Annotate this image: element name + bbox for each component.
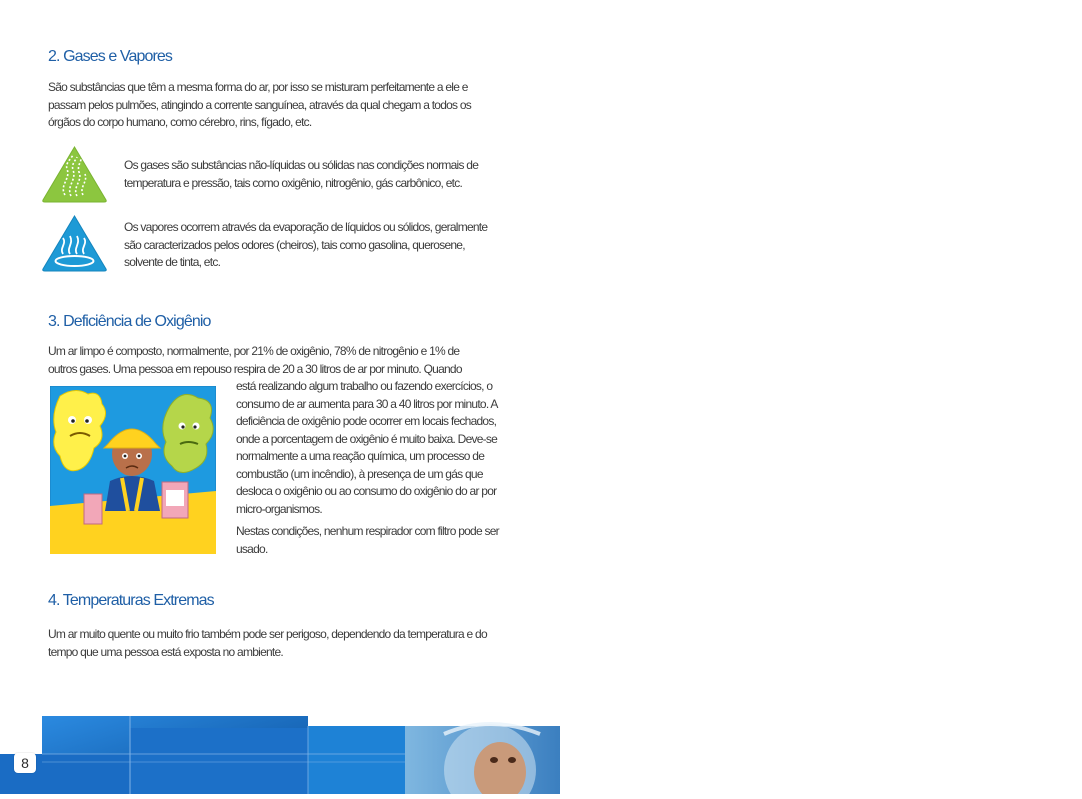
section-3-paragraph-side: está realizando algum trabalho ou fazendo exercícios, o consumo de ar aumenta para 30 a 40 litros por minuto. A deficiência de oxigênio pode ocorrer em locais fechados, onde a porcentagem de oxigênio é muito baixa. Deve-se normalmente a uma reação química, um processo de combustão (um incêndio), à presença de um gás que desloca o oxigênio ou ao consumo do oxigênio do ar por micro-organismos. bbox=[236, 379, 498, 516]
section-3-paragraph-top: Um ar limpo é composto, normalmente, por 21% de oxigênio, 78% de nitrogênio e 1% de outros gases. Uma pessoa em repouso respira de 20 a 30 litros de ar por minuto. Quando bbox=[48, 344, 462, 376]
section-4-text: Um ar muito quente ou muito frio também pode ser perigoso, dependendo da temperatura e do tempo que uma pessoa está exposta no ambiente. bbox=[48, 627, 487, 659]
page-number: 8 bbox=[14, 753, 36, 773]
oxygen-deficiency-illustration bbox=[50, 386, 216, 554]
vapors-description: Os vapores ocorrem através da evaporação de líquidos ou sólidos, geralmente são caracterizados pelos odores (cheiros), tais como gasolina, querosene, solvente de tinta, etc. bbox=[124, 220, 488, 269]
footer-banner bbox=[0, 714, 560, 794]
section-3-title: 3. Deficiência de Oxigênio bbox=[48, 313, 211, 330]
section-2-intro: São substâncias que têm a mesma forma do ar, por isso se misturam perfeitamente a ele e passam pelos pulmões, atingindo a corrente sanguínea, através da qual chegam a todos os órgãos do corpo humano, como cérebro, rins, fígado, etc. bbox=[48, 80, 472, 129]
vapor-hazard-icon bbox=[41, 214, 108, 272]
section-3-conclusion: Nestas condições, nenhum respirador com filtro pode ser usado. bbox=[236, 524, 499, 556]
gases-description: Os gases são substâncias não-líquidas ou sólidas nas condições normais de temperatura e pressão, tais como oxigênio, nitrogênio, gás carbônico, etc. bbox=[124, 158, 479, 190]
section-4-title: 4. Temperaturas Extremas bbox=[48, 592, 214, 609]
gas-hazard-icon bbox=[41, 145, 108, 203]
section-2-title: 2. Gases e Vapores bbox=[48, 48, 173, 65]
